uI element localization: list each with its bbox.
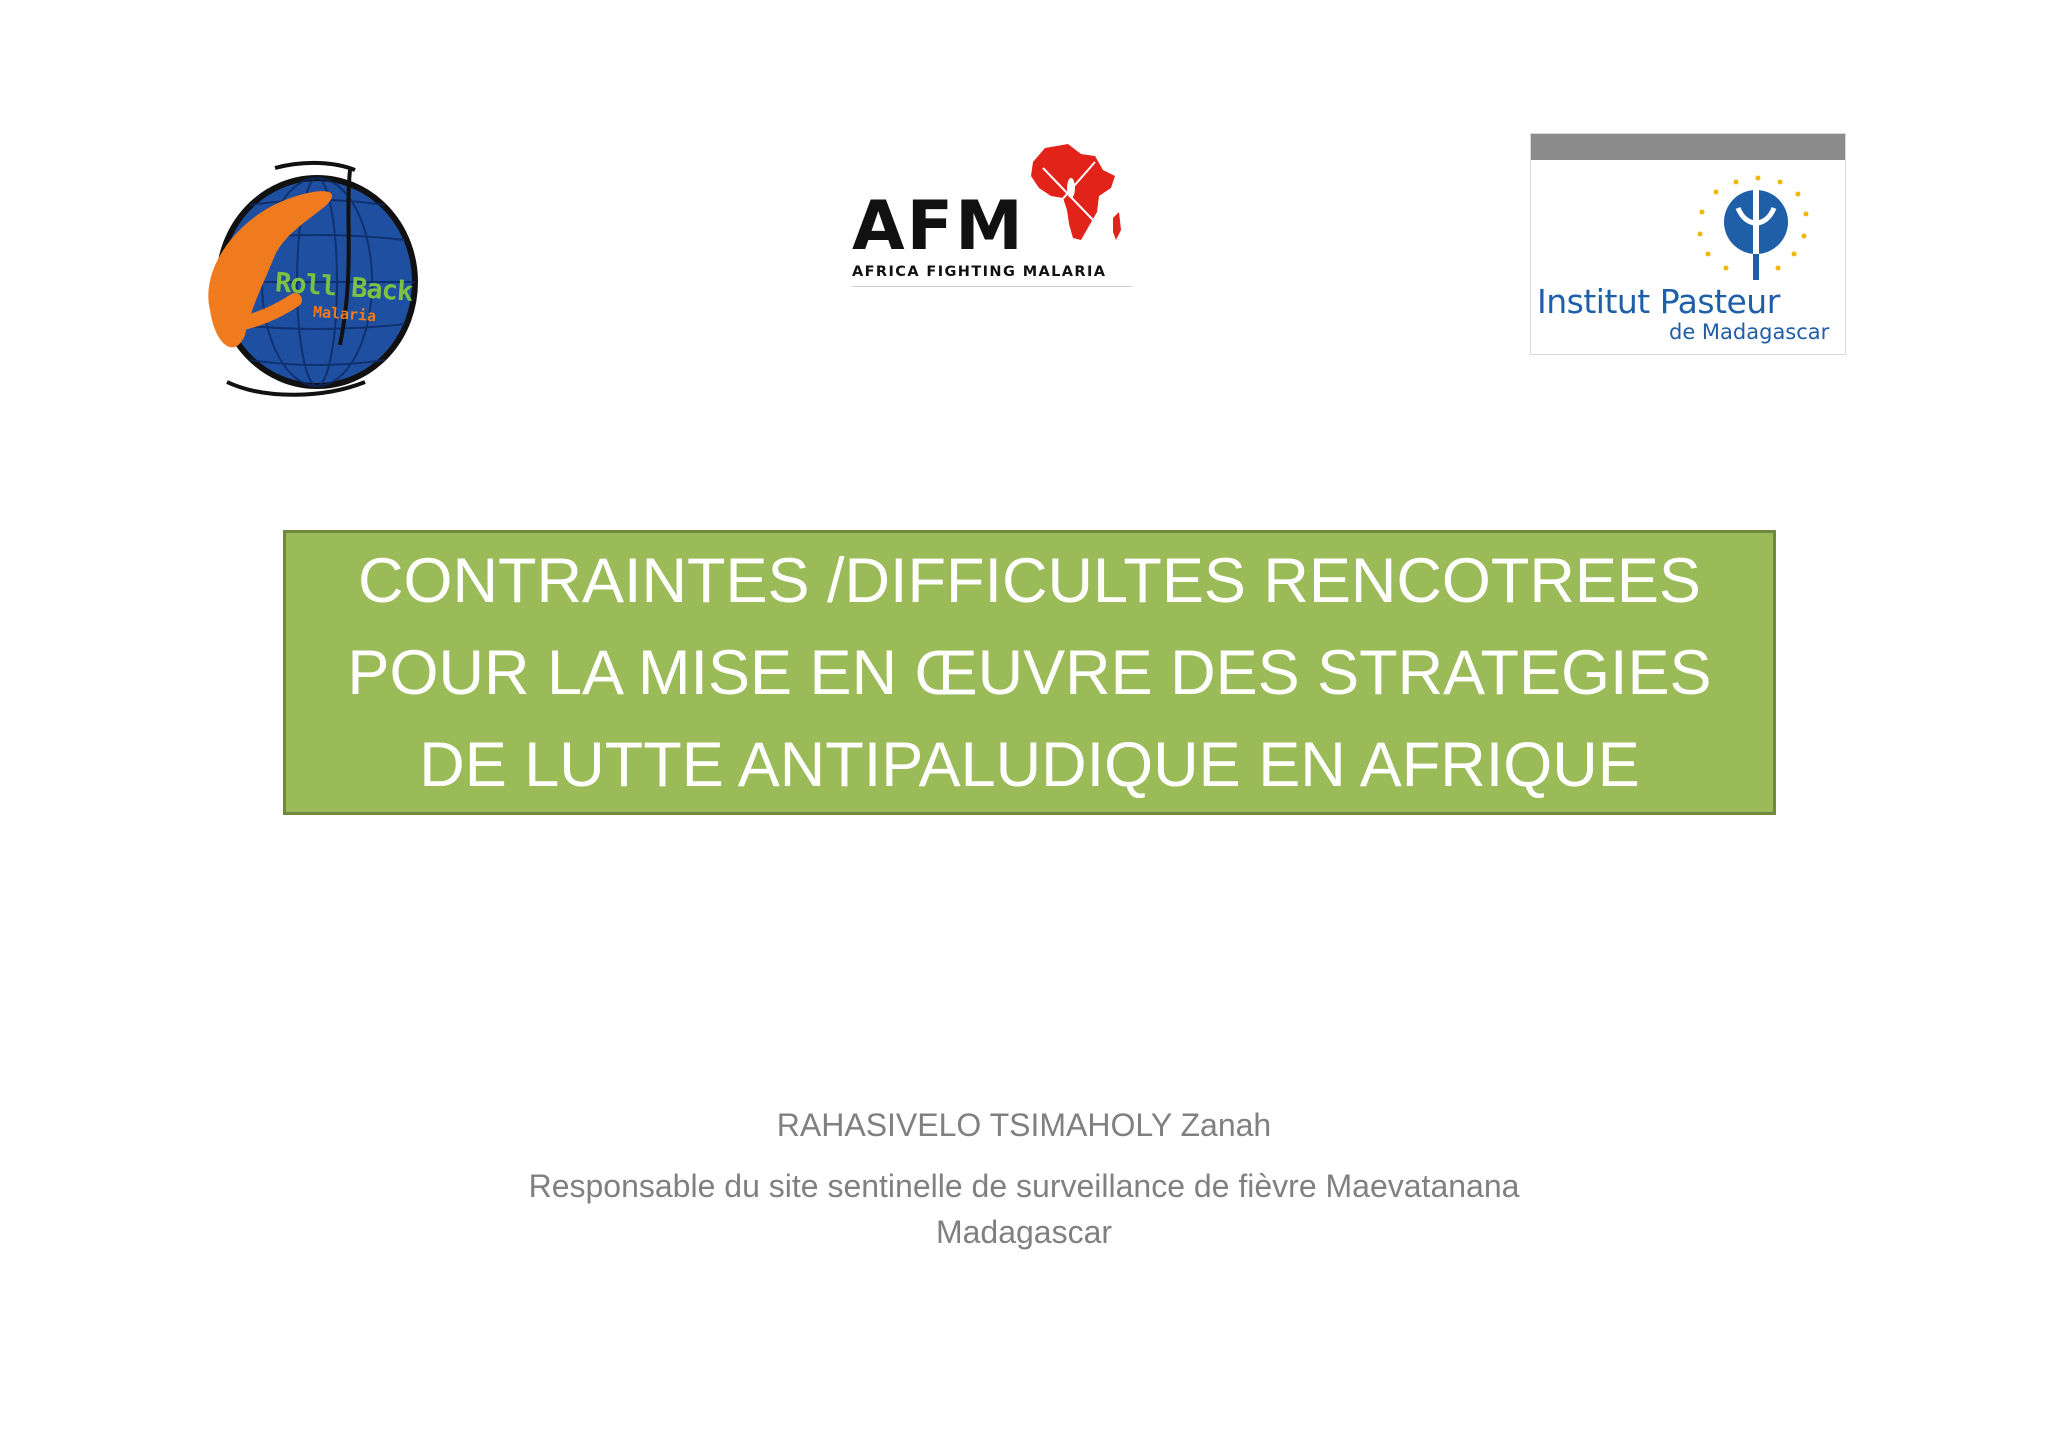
rbm-logo-text-line1: Roll Back [274,267,414,308]
slide-title-line-3: DE LUTTE ANTIPALUDIQUE EN AFRIQUE [419,729,1640,800]
slide-title-line-1: CONTRAINTES /DIFFICULTES RENCOTREES [358,545,1701,616]
africa-map-icon [1023,140,1123,250]
rbm-logo-text-line2: Malaria [312,302,377,326]
author-affiliation [0,1163,2048,1255]
afm-logo-tagline: AFRICA FIGHTING MALARIA [852,264,1107,280]
slide-title-line-2: POUR LA MISE EN ŒUVRE DES STRATEGIES [347,637,1712,708]
pasteur-logo-name: Institut Pasteur [1537,282,1780,321]
author-role: Responsable du site sentinelle de surveillance de fièvre Maevatanana [528,1168,1520,1204]
roll-back-malaria-logo [205,160,427,400]
pasteur-emblem-icon [1686,172,1816,282]
institut-pasteur-logo [1530,133,1846,355]
author-country: Madagascar [935,1214,1113,1250]
afm-logo-letters: AFM [852,187,1025,266]
title-box [283,530,1776,815]
logo-header-bar [1531,134,1845,160]
afm-logo-rule [852,286,1132,287]
afm-logo [788,128,1138,308]
pasteur-logo-subtitle: de Madagascar [1669,320,1830,344]
author-name: RAHASIVELO TSIMAHOLY Zanah [776,1107,1272,1143]
slide-title [347,535,1711,811]
